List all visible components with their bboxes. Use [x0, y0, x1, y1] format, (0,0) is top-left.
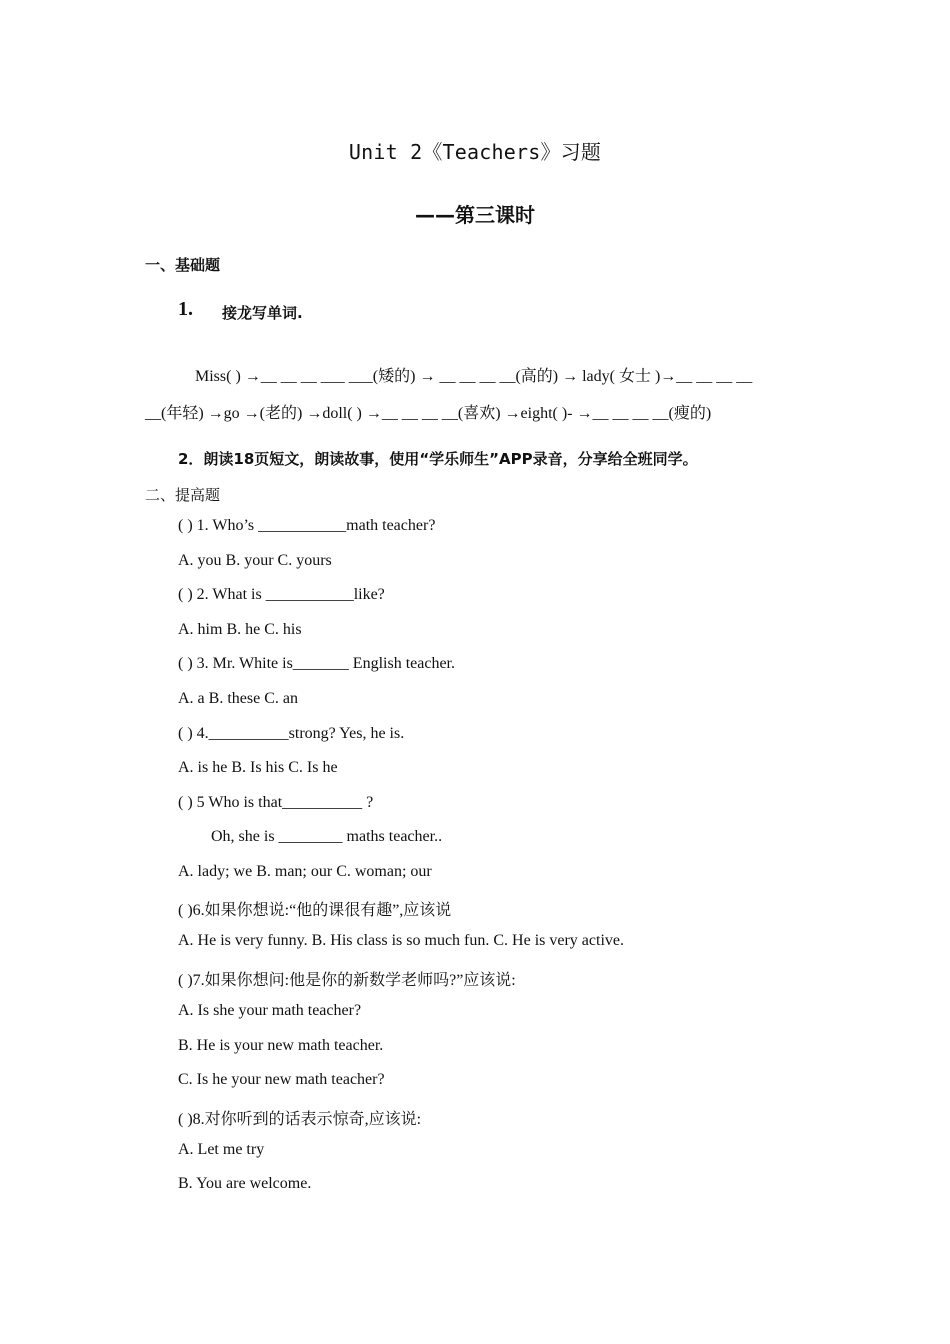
mc-options-5: A. lady; we B. man; our C. woman; our [178, 863, 432, 880]
mc-question-8: ( )8.对你听到的话表示惊奇,应该说: [178, 1111, 422, 1128]
word-chain-line-1: Miss( ) →__ __ __ ___ ___(矮的) → __ __ __ __(高的) → lady( 女士 )→__ __ __ __ [195, 368, 753, 385]
mc-question-3: ( ) 3. Mr. White is_______ English teacher. [178, 655, 455, 672]
section-basic-heading: 一、基础题 [145, 256, 221, 274]
mc-question-4: ( ) 4.__________strong? Yes, he is. [178, 725, 405, 742]
word-chain-line-2: __(年轻) →go →(老的) →doll( ) →__ __ __ __(喜欢) →eight( )- →__ __ __ __(瘦的) [145, 405, 712, 422]
page-title: Unit 2《Teachers》习题 [348, 140, 602, 164]
question-1-number: 1. [178, 298, 193, 320]
mc-options-6: A. He is very funny. B. His class is so much fun. C. He is very active. [178, 932, 624, 949]
mc-question-5-continuation: Oh, she is ________ maths teacher.. [211, 828, 443, 845]
mc-question-2: ( ) 2. What is ___________like? [178, 586, 385, 603]
mc-option-8a: A. Let me try [178, 1141, 265, 1158]
mc-options-3: A. a B. these C. an [178, 690, 298, 707]
mc-options-2: A. him B. he C. his [178, 621, 302, 638]
lesson-subtitle: ——第三课时 [415, 203, 535, 227]
question-1-label: 接龙写单词. [222, 304, 303, 322]
mc-options-1: A. you B. your C. yours [178, 552, 332, 569]
mc-option-7c: C. Is he your new math teacher? [178, 1071, 385, 1088]
mc-question-1: ( ) 1. Who’s ___________math teacher? [178, 517, 436, 534]
mc-options-4: A. is he B. Is his C. Is he [178, 759, 338, 776]
mc-option-7a: A. Is she your math teacher? [178, 1002, 362, 1019]
mc-question-7: ( )7.如果你想问:他是你的新数学老师吗?”应该说: [178, 972, 516, 989]
mc-option-7b: B. He is your new math teacher. [178, 1037, 384, 1054]
mc-question-6: ( )6.如果你想说:“他的课很有趣”,应该说 [178, 902, 452, 919]
section-advanced-heading: 二、提高题 [145, 486, 221, 504]
mc-question-5: ( ) 5 Who is that__________ ? [178, 794, 374, 811]
question-2-text: 2．朗读18页短文，朗读故事，使用“学乐师生”APP录音，分享给全班同学。 [178, 450, 698, 468]
mc-option-8b: B. You are welcome. [178, 1175, 312, 1192]
